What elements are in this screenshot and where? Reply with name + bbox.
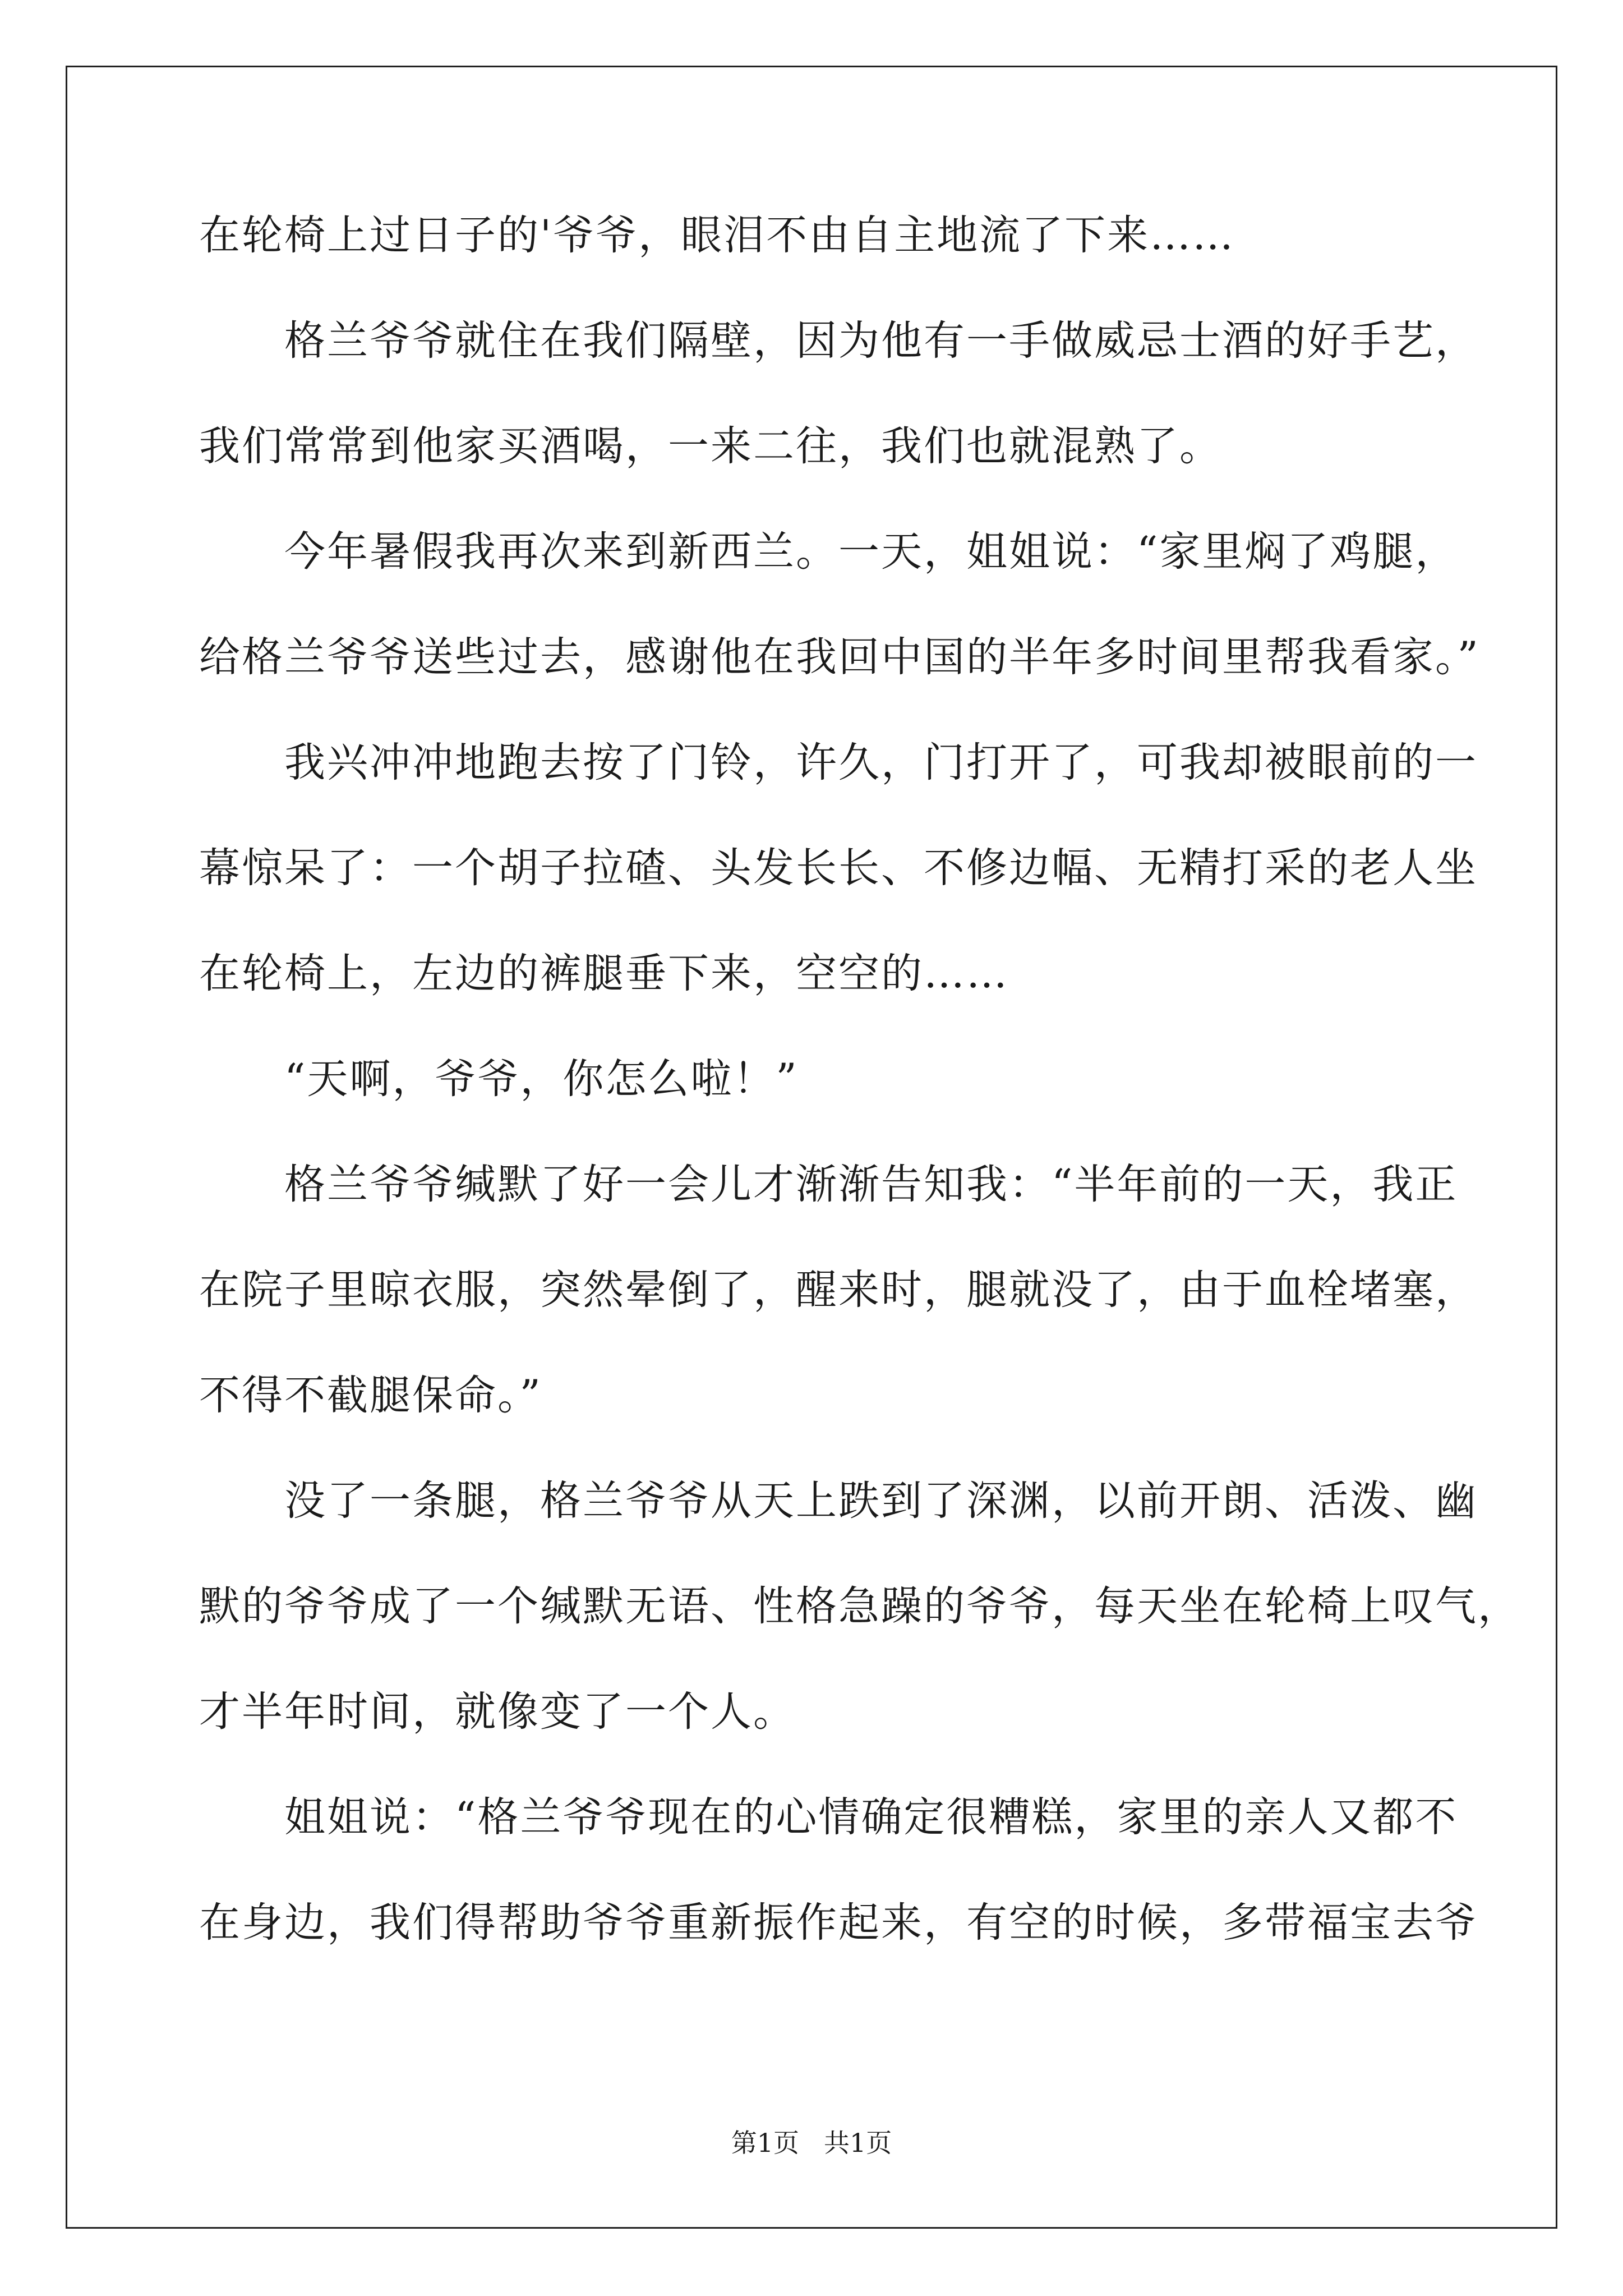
text-line-14: 默的爷爷成了一个缄默无语、性格急躁的爷爷，每天坐在轮椅上叹气， [199, 1582, 1520, 1630]
text-line-9: “天啊，爷爷，你怎么啦！” [199, 1055, 799, 1103]
page-total: 共1页 [823, 2128, 892, 2158]
text-line-11: 在院子里晾衣服，突然晕倒了，醒来时，腿就没了，由于血栓堵塞， [199, 1266, 1478, 1314]
text-line-15: 才半年时间，就像变了一个人。 [199, 1688, 796, 1736]
text-line-3: 我们常常到他家买酒喝，一来二往，我们也就混熟了。 [199, 422, 1222, 470]
text-line-7: 幕惊呆了：一个胡子拉碴、头发长长、不修边幅、无精打采的老人坐 [199, 844, 1478, 892]
text-line-5: 给格兰爷爷送些过去，感谢他在我回中国的半年多时间里帮我看家。” [199, 633, 1480, 681]
page-number: 第1页 [731, 2128, 800, 2158]
text-line-12: 不得不截腿保命。” [199, 1372, 542, 1419]
text-line-17: 在身边，我们得帮助爷爷重新振作起来，有空的时候，多带福宝去爷 [199, 1899, 1478, 1947]
text-line-10: 格兰爷爷缄默了好一会儿才渐渐告知我：“半年前的一天，我正 [199, 1161, 1458, 1208]
page-footer [0, 2126, 1623, 2160]
text-line-4: 今年暑假我再次来到新西兰。一天，姐姐说：“家里焖了鸡腿， [199, 528, 1458, 576]
text-line-1: 在轮椅上过日子的'爷爷，眼泪不由自主地流了下来…… [199, 211, 1235, 259]
text-line-6: 我兴冲冲地跑去按了门铃，许久，门打开了，可我却被眼前的一 [199, 739, 1478, 786]
text-line-8: 在轮椅上，左边的裤腿垂下来，空空的…… [199, 950, 1009, 997]
text-line-16: 姐姐说：“格兰爷爷现在的心情确定很糟糕，家里的亲人又都不 [199, 1793, 1458, 1841]
text-line-13: 没了一条腿，格兰爷爷从天上跌到了深渊，以前开朗、活泼、幽 [199, 1477, 1478, 1525]
text-line-2: 格兰爷爷就住在我们隔壁，因为他有一手做威忌士酒的好手艺， [199, 317, 1478, 365]
